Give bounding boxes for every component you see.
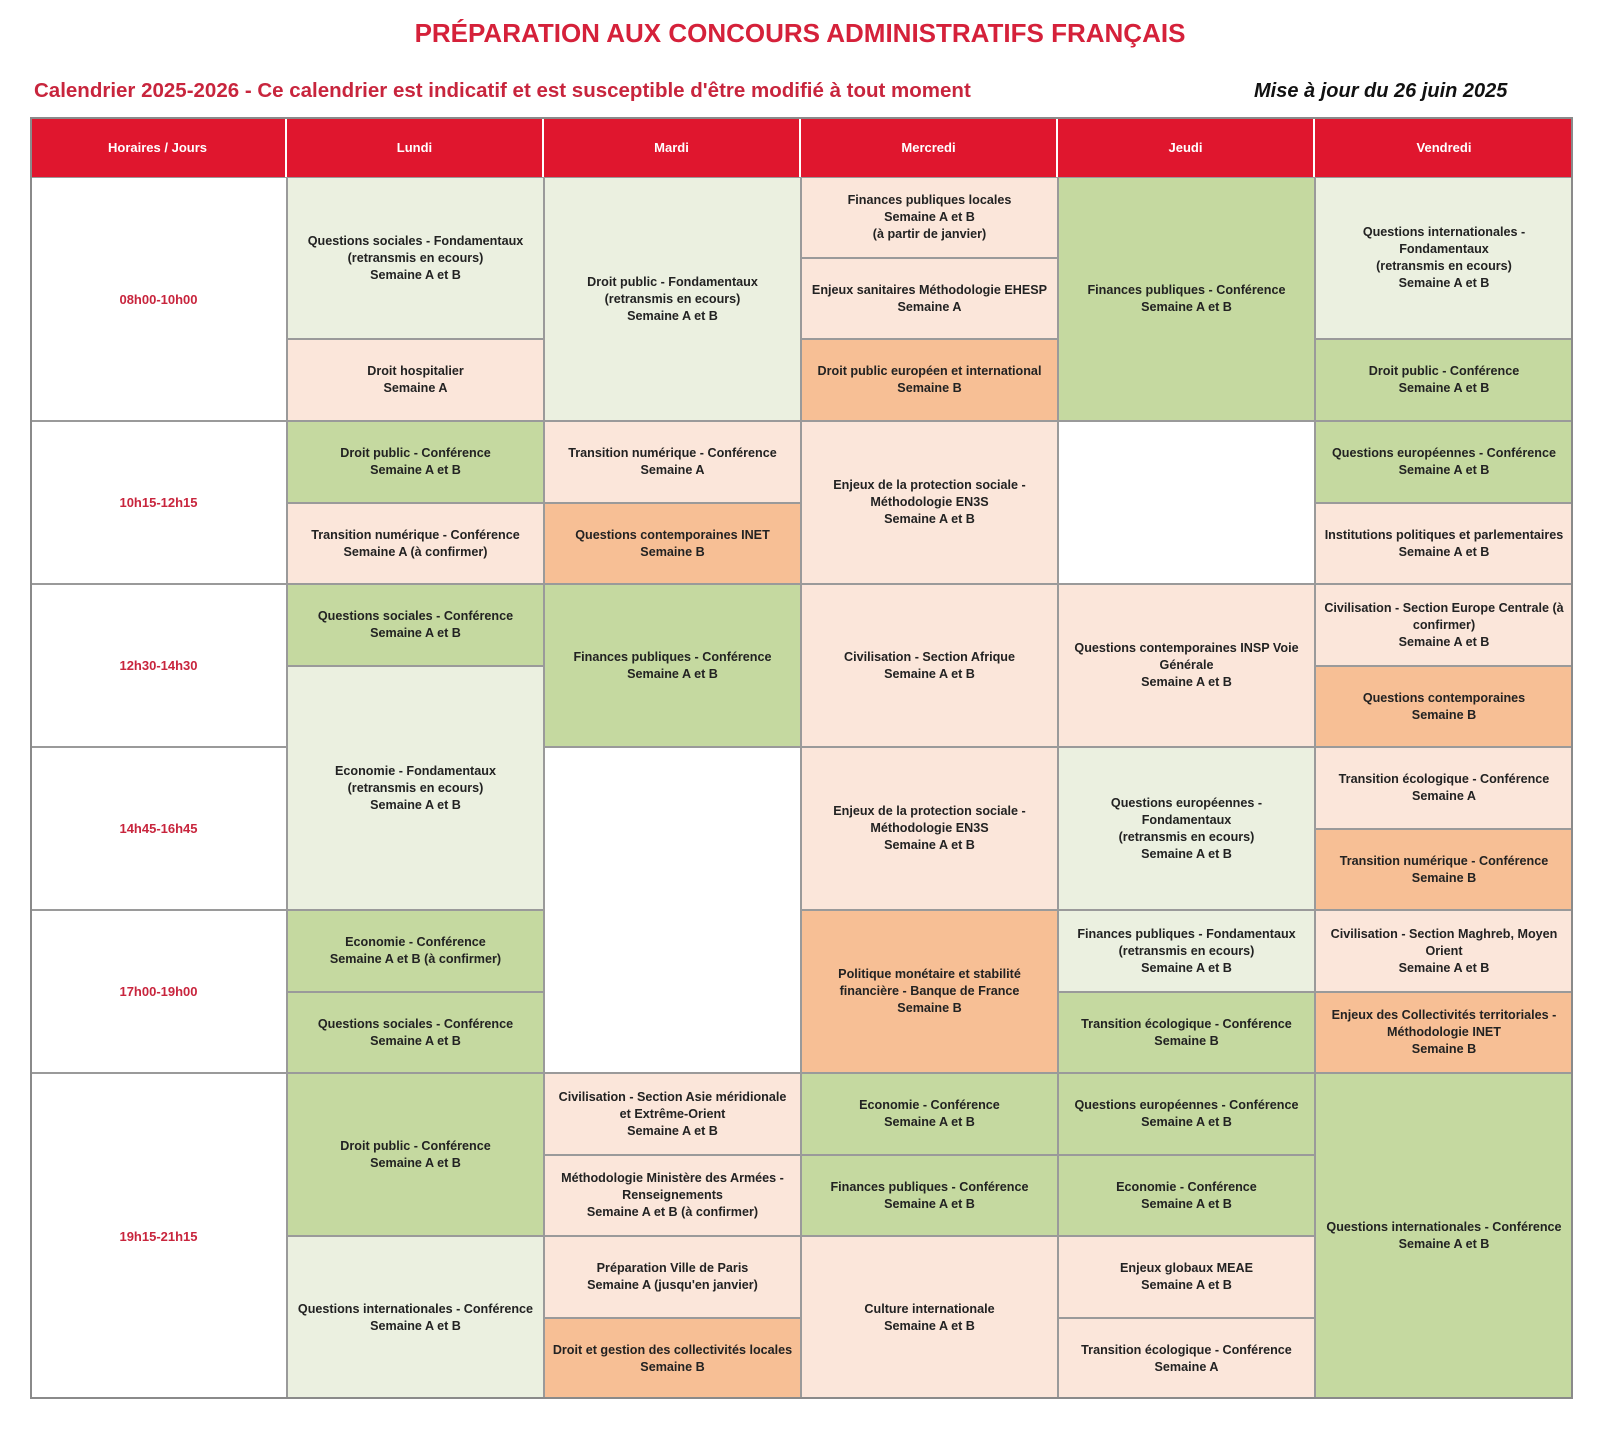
time-slot-5: 17h00-19h00	[30, 910, 287, 1073]
empty-cell	[544, 747, 801, 1073]
course-cell: Transition numérique - Conférence Semaine B	[1315, 829, 1573, 910]
course-cell: Questions sociales - Fondamentaux (retransmis en ecours) Semaine A et B	[287, 177, 544, 339]
header-vendredi: Vendredi	[1315, 117, 1573, 177]
course-cell: Finances publiques - Conférence Semaine A et B	[1058, 177, 1315, 421]
course-cell: Civilisation - Section Maghreb, Moyen Orient Semaine A et B	[1315, 910, 1573, 992]
course-cell: Finances publiques - Conférence Semaine A et B	[544, 584, 801, 747]
course-cell: Transition écologique - Conférence Semaine A	[1315, 747, 1573, 829]
course-cell: Droit et gestion des collectivités locales Semaine B	[544, 1318, 801, 1399]
course-cell: Enjeux de la protection sociale - Méthodologie EN3S Semaine A et B	[801, 421, 1058, 584]
course-cell: Politique monétaire et stabilité financière - Banque de France Semaine B	[801, 910, 1058, 1073]
course-cell: Droit public européen et international Semaine B	[801, 339, 1058, 421]
course-cell: Droit public - Fondamentaux (retransmis en ecours) Semaine A et B	[544, 177, 801, 421]
time-slot-4: 14h45-16h45	[30, 747, 287, 910]
course-cell: Economie - Conférence Semaine A et B	[801, 1073, 1058, 1155]
course-cell: Transition écologique - Conférence Semaine B	[1058, 992, 1315, 1073]
course-cell: Questions internationales - Conférence Semaine A et B	[287, 1236, 544, 1399]
course-cell: Culture internationale Semaine A et B	[801, 1236, 1058, 1399]
calendar-subtitle: Calendrier 2025-2026 - Ce calendrier est indicatif et est susceptible d'être modifié à tout moment	[34, 79, 971, 102]
course-cell: Civilisation - Section Afrique Semaine A et B	[801, 584, 1058, 747]
header-lundi: Lundi	[287, 117, 544, 177]
course-cell: Questions internationales - Fondamentaux (retransmis en ecours) Semaine A et B	[1315, 177, 1573, 339]
course-cell: Droit public - Conférence Semaine A et B	[287, 421, 544, 503]
course-cell: Enjeux globaux MEAE Semaine A et B	[1058, 1236, 1315, 1318]
course-cell: Civilisation - Section Asie méridionale et Extrême-Orient Semaine A et B	[544, 1073, 801, 1155]
course-cell: Finances publiques - Conférence Semaine A et B	[801, 1155, 1058, 1236]
course-cell: Economie - Conférence Semaine A et B	[1058, 1155, 1315, 1236]
course-cell: Transition numérique - Conférence Semaine A (à confirmer)	[287, 503, 544, 584]
course-cell: Questions contemporaines INET Semaine B	[544, 503, 801, 584]
course-cell: Civilisation - Section Europe Centrale (à confirmer) Semaine A et B	[1315, 584, 1573, 666]
course-cell: Questions contemporaines INSP Voie Générale Semaine A et B	[1058, 584, 1315, 747]
course-cell: Questions sociales - Conférence Semaine A et B	[287, 992, 544, 1073]
header-jeudi: Jeudi	[1058, 117, 1315, 177]
time-slot-1: 08h00-10h00	[30, 177, 287, 421]
course-cell: Enjeux de la protection sociale - Méthodologie EN3S Semaine A et B	[801, 747, 1058, 910]
schedule-grid	[30, 117, 1573, 1399]
course-cell: Questions européennes - Fondamentaux (retransmis en ecours) Semaine A et B	[1058, 747, 1315, 910]
header-mardi: Mardi	[544, 117, 801, 177]
course-cell: Finances publiques - Fondamentaux (retransmis en ecours) Semaine A et B	[1058, 910, 1315, 992]
course-cell: Transition écologique - Conférence Semaine A	[1058, 1318, 1315, 1399]
time-slot-2: 10h15-12h15	[30, 421, 287, 584]
time-slot-3: 12h30-14h30	[30, 584, 287, 747]
course-cell: Préparation Ville de Paris Semaine A (jusqu'en janvier)	[544, 1236, 801, 1318]
course-cell: Transition numérique - Conférence Semaine A	[544, 421, 801, 503]
course-cell: Questions européennes - Conférence Semaine A et B	[1058, 1073, 1315, 1155]
time-slot-6: 19h15-21h15	[30, 1073, 287, 1399]
course-cell: Finances publiques locales Semaine A et B (à partir de janvier)	[801, 177, 1058, 258]
page-title: PRÉPARATION AUX CONCOURS ADMINISTRATIFS FRANÇAIS	[414, 18, 1186, 48]
course-cell: Enjeux des Collectivités territoriales - Méthodologie INET Semaine B	[1315, 992, 1573, 1073]
course-cell: Questions internationales - Conférence Semaine A et B	[1315, 1073, 1573, 1399]
course-cell: Questions sociales - Conférence Semaine A et B	[287, 584, 544, 666]
course-cell: Economie - Conférence Semaine A et B (à confirmer)	[287, 910, 544, 992]
header-hours-days: Horaires / Jours	[30, 117, 287, 177]
update-date: Mise à jour du 26 juin 2025	[1254, 80, 1508, 102]
course-cell: Méthodologie Ministère des Armées - Renseignements Semaine A et B (à confirmer)	[544, 1155, 801, 1236]
course-cell: Enjeux sanitaires Méthodologie EHESP Semaine A	[801, 258, 1058, 339]
course-cell: Questions contemporaines Semaine B	[1315, 666, 1573, 747]
course-cell: Institutions politiques et parlementaires Semaine A et B	[1315, 503, 1573, 584]
course-cell: Economie - Fondamentaux (retransmis en ecours) Semaine A et B	[287, 666, 544, 910]
course-cell: Droit hospitalier Semaine A	[287, 339, 544, 421]
empty-cell	[1058, 421, 1315, 584]
course-cell: Droit public - Conférence Semaine A et B	[1315, 339, 1573, 421]
course-cell: Questions européennes - Conférence Semaine A et B	[1315, 421, 1573, 503]
course-cell: Droit public - Conférence Semaine A et B	[287, 1073, 544, 1236]
header-mercredi: Mercredi	[801, 117, 1058, 177]
